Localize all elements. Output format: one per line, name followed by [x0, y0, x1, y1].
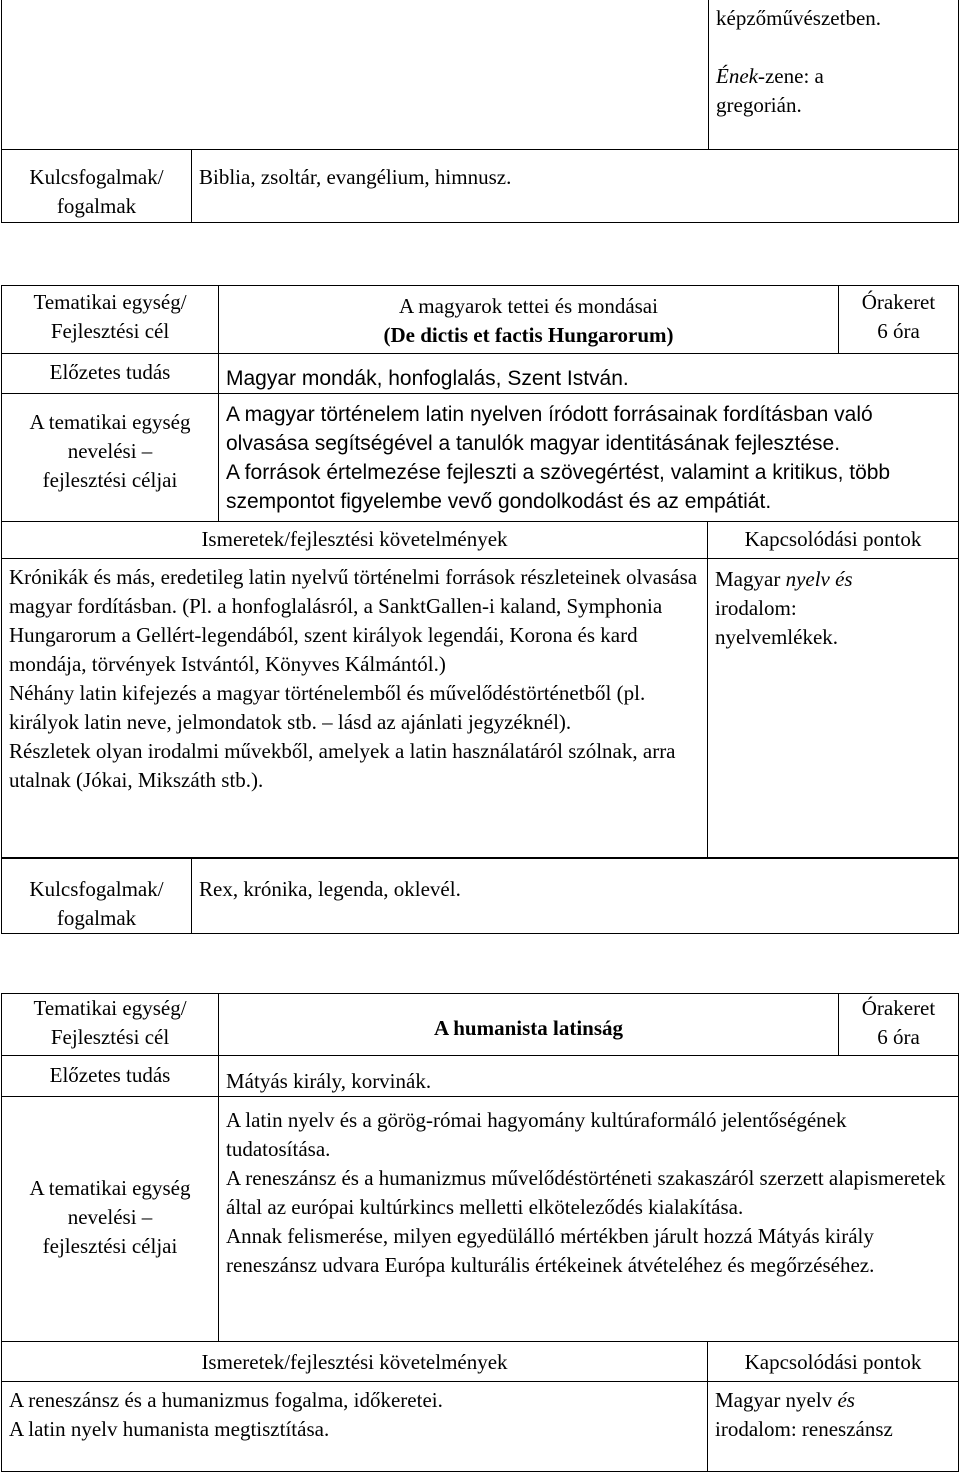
table-section-1 — [1, 285, 959, 859]
kulcsfogalmak-value: Rex, krónika, legenda, oklevél. — [192, 858, 959, 934]
unit-title: A magyarok tettei és mondásai (De dictis et factis Hungarorum) — [219, 286, 839, 354]
elozetes-tudas-label: Előzetes tudás — [2, 1056, 219, 1097]
ismeretek-header: Ismeretek/fejlesztési követelmények — [2, 1342, 708, 1382]
kapcsolodasi-text: Magyar nyelv és irodalom: reneszánsz — [708, 1382, 959, 1472]
celjai-label: A tematikai egység nevelési – fejlesztési céljai — [2, 1097, 219, 1342]
orakeret-cell: Órakeret 6 óra — [839, 286, 959, 354]
elozetes-tudas-value: Magyar mondák, honfoglalás, Szent István. — [219, 354, 959, 394]
ismeretek-text: A reneszánsz és a humanizmus fogalma, időkeretei. A latin nyelv humanista megtisztítása. — [2, 1382, 708, 1472]
unit-title: A humanista latinság — [219, 994, 839, 1056]
kapcsolodasi-header: Kapcsolódási pontok — [708, 1342, 959, 1382]
celjai-text: A magyar történelem latin nyelven íródott forrásainak fordításban való olvasása segítségével a tanulók magyar identitásának fejlesztése. A források értelmezése fejleszti a szövegértést, valamint a kritikus, több szempontot figyelembe vevő gondolkodást és az empátiát. — [219, 394, 959, 522]
kapcsolodasi-cell — [709, 0, 959, 150]
kulcsfogalmak-label: Kulcsfogalmak/ fogalmak — [2, 150, 192, 223]
elozetes-tudas-label: Előzetes tudás — [2, 354, 219, 394]
kapcsolodasi-header: Kapcsolódási pontok — [708, 522, 959, 559]
kulcsfogalmak-value: Biblia, zsoltár, evangélium, himnusz. — [192, 150, 959, 223]
kapcsolodasi-text: gregorián. — [716, 93, 802, 117]
table-continuation — [1, 0, 959, 223]
ismeretek-text: Krónikák és más, eredetileg latin nyelvű történelmi források részleteinek olvasása magyar fordításban. (Pl. a honfoglalásról, a SanktGallen-i kaland, Symphonia Hungarorum a Gellért-legendából, szent királyok legendái, Korona és kard mondája, törvények Istvántól, Könyves Kálmántól.) Néhány latin kifejezés a magyar történelemből és művelődéstörténetből (pl. királyok latin neve, jelmondatok stb. – lásd az ajánlati jegyzéknél). Részletek olyan irodalmi művekből, amelyek a latin használatáról szólnak, arra utalnak (Jókai, Mikszáth stb.). — [2, 559, 708, 859]
tematikai-egyseg-label: Tematikai egység/ Fejlesztési cél — [2, 286, 219, 354]
kulcsfogalmak-label: Kulcsfogalmak/ fogalmak — [2, 858, 192, 934]
orakeret-cell: Órakeret 6 óra — [839, 994, 959, 1056]
kulcsfogalmak-table-1 — [1, 857, 959, 934]
empty-cell — [2, 0, 709, 150]
kapcsolodasi-text: képzőművészetben. — [716, 6, 882, 30]
celjai-text: A latin nyelv és a görög-római hagyomány kultúraformáló jelentőségének tudatosítása. A reneszánsz és a humanizmus művelődéstörténeti szakaszáról szerzett alapismeretek által az európai kultúrkincs melletti elköteleződés kialakítása. Annak felismerése, milyen egyedülálló mértékben járult hozzá Mátyás király reneszánsz udvara Európa kulturális értékeinek átvételéhez és megőrzéséhez. — [219, 1097, 959, 1342]
table-section-2 — [1, 993, 959, 1472]
kapcsolodasi-text: Ének-zene: a — [716, 64, 824, 88]
celjai-label: A tematikai egység nevelési – fejlesztési céljai — [2, 394, 219, 522]
tematikai-egyseg-label: Tematikai egység/ Fejlesztési cél — [2, 994, 219, 1056]
kapcsolodasi-text: Magyar nyelv és irodalom: nyelvemlékek. — [708, 559, 959, 859]
elozetes-tudas-value: Mátyás király, korvinák. — [219, 1056, 959, 1097]
ismeretek-header: Ismeretek/fejlesztési követelmények — [2, 522, 708, 559]
